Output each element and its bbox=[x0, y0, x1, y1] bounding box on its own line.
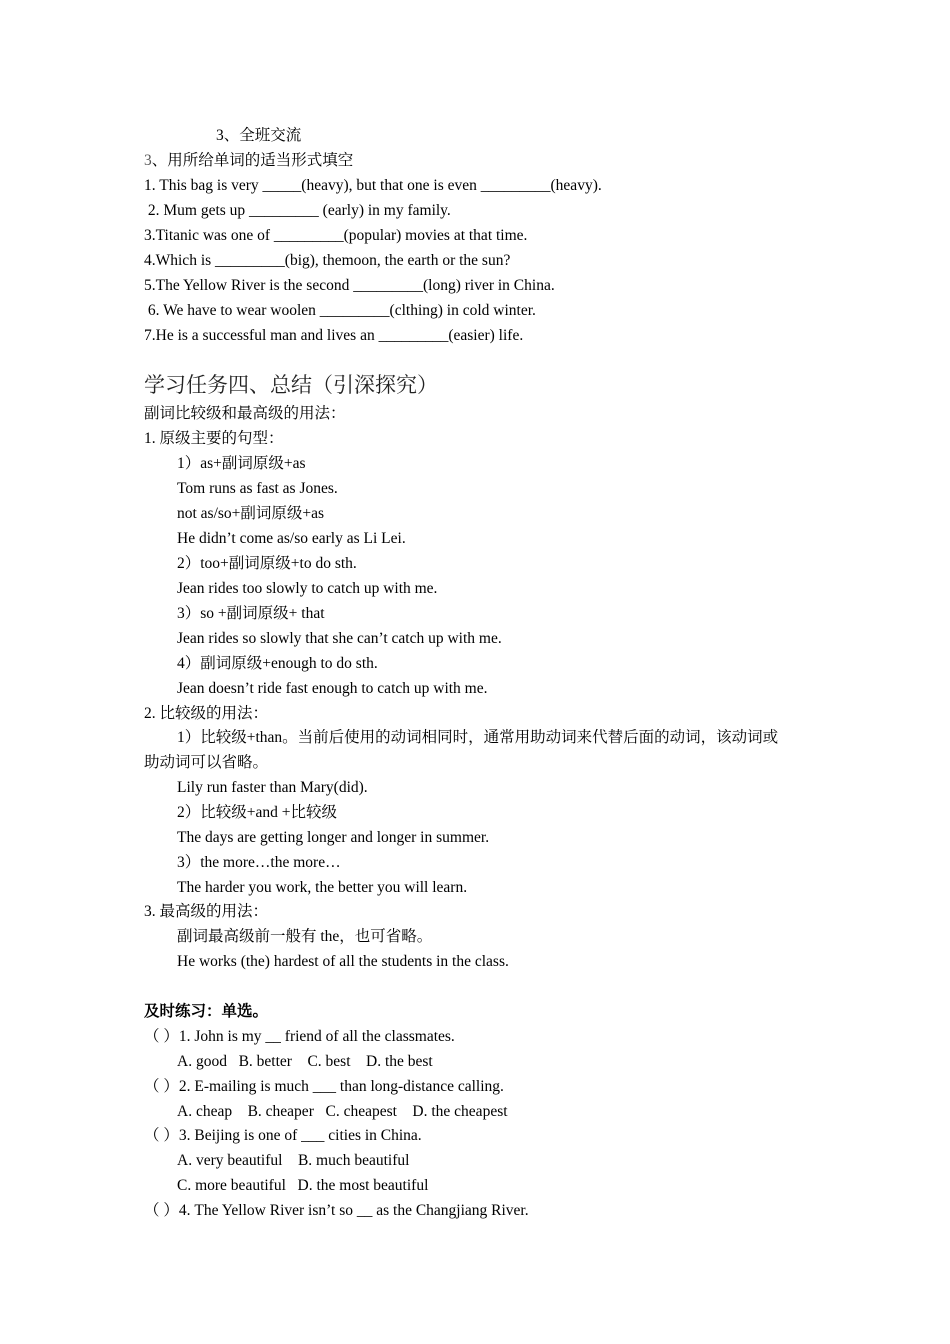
part1-line: 4）副词原级+enough to do sth. bbox=[177, 655, 378, 672]
practice-title: 及时练习：单选。 bbox=[144, 1003, 269, 1020]
exercise-item-1: 1. This bag is very _____(heavy), but that one is even _________(heavy). bbox=[144, 177, 602, 194]
question-2: （ ）2. E-mailing is much ___ than long-distance calling. bbox=[144, 1078, 504, 1095]
part2-rule: 1）比较级+than。当前后使用的动词相同时，通常用助动词来代替后面的动词，该动词或 bbox=[177, 729, 779, 746]
part2-line: The harder you work, the better you will learn. bbox=[177, 879, 468, 896]
task-heading: 学习任务四、总结（引深探究） bbox=[144, 373, 438, 397]
part2-line: Lily run faster than Mary(did). bbox=[177, 779, 368, 796]
exercise-item-2: 2. Mum gets up _________ (early) in my family. bbox=[144, 202, 451, 219]
exercise-item-5: 5.The Yellow River is the second _________(long) river in China. bbox=[144, 277, 555, 294]
question-1: （ ）1. John is my __ friend of all the classmates. bbox=[144, 1028, 455, 1045]
part1-line: Jean rides too slowly to catch up with me. bbox=[177, 580, 438, 597]
task-intro: 副词比较级和最高级的用法： bbox=[144, 405, 346, 422]
part1-title: 1. 原级主要的句型： bbox=[144, 430, 284, 447]
section-title-text: 、用所给单词的适当形式填空 bbox=[151, 152, 354, 169]
section-title bbox=[144, 151, 353, 171]
section-sub-heading: 3、全班交流 bbox=[216, 127, 302, 144]
part1-line: not as/so+副词原级+as bbox=[177, 505, 325, 522]
part2-line: 2）比较级+and +比较级 bbox=[177, 804, 337, 821]
exercise-item-6: 6. We have to wear woolen _________(clthing) in cold winter. bbox=[144, 302, 536, 319]
part1-line: 2）too+副词原级+to do sth. bbox=[177, 555, 357, 572]
exercise-item-7: 7.He is a successful man and lives an _________(easier) life. bbox=[144, 327, 524, 344]
part1-line: Tom runs as fast as Jones. bbox=[177, 480, 338, 497]
question-3-options-row1: A. very beautiful B. much beautiful bbox=[177, 1152, 410, 1169]
part2-line: The days are getting longer and longer in summer. bbox=[177, 829, 490, 846]
part3-line: 副词最高级前一般有 the，也可省略。 bbox=[177, 928, 433, 945]
part3-title: 3. 最高级的用法： bbox=[144, 903, 269, 920]
question-3: （ ）3. Beijing is one of ___ cities in China. bbox=[144, 1127, 422, 1144]
question-3-options-row2: C. more beautiful D. the most beautiful bbox=[177, 1177, 429, 1194]
part1-line: 3）so +副词原级+ that bbox=[177, 605, 325, 622]
exercise-item-4: 4.Which is _________(big), themoon, the earth or the sun? bbox=[144, 252, 511, 269]
part1-line: He didn’t come as/so early as Li Lei. bbox=[177, 530, 406, 547]
part1-line: Jean doesn’t ride fast enough to catch up with me. bbox=[177, 680, 488, 697]
exercise-item-3: 3.Titanic was one of _________(popular) movies at that time. bbox=[144, 227, 528, 244]
part1-line: Jean rides so slowly that she can’t catch up with me. bbox=[177, 630, 502, 647]
part3-line: He works (the) hardest of all the students in the class. bbox=[177, 953, 509, 970]
question-4: （ ）4. The Yellow River isn’t so __ as the Changjiang River. bbox=[144, 1202, 529, 1219]
part2-rule-continued: 助动词可以省略。 bbox=[144, 754, 269, 771]
question-2-options: A. cheap B. cheaper C. cheapest D. the cheapest bbox=[177, 1103, 508, 1120]
question-1-options: A. good B. better C. best D. the best bbox=[177, 1053, 433, 1070]
section-title-number: 3 bbox=[144, 152, 152, 169]
part1-line: 1）as+副词原级+as bbox=[177, 455, 306, 472]
part2-title: 2. 比较级的用法： bbox=[144, 705, 269, 722]
part2-line: 3）the more…the more… bbox=[177, 854, 341, 871]
